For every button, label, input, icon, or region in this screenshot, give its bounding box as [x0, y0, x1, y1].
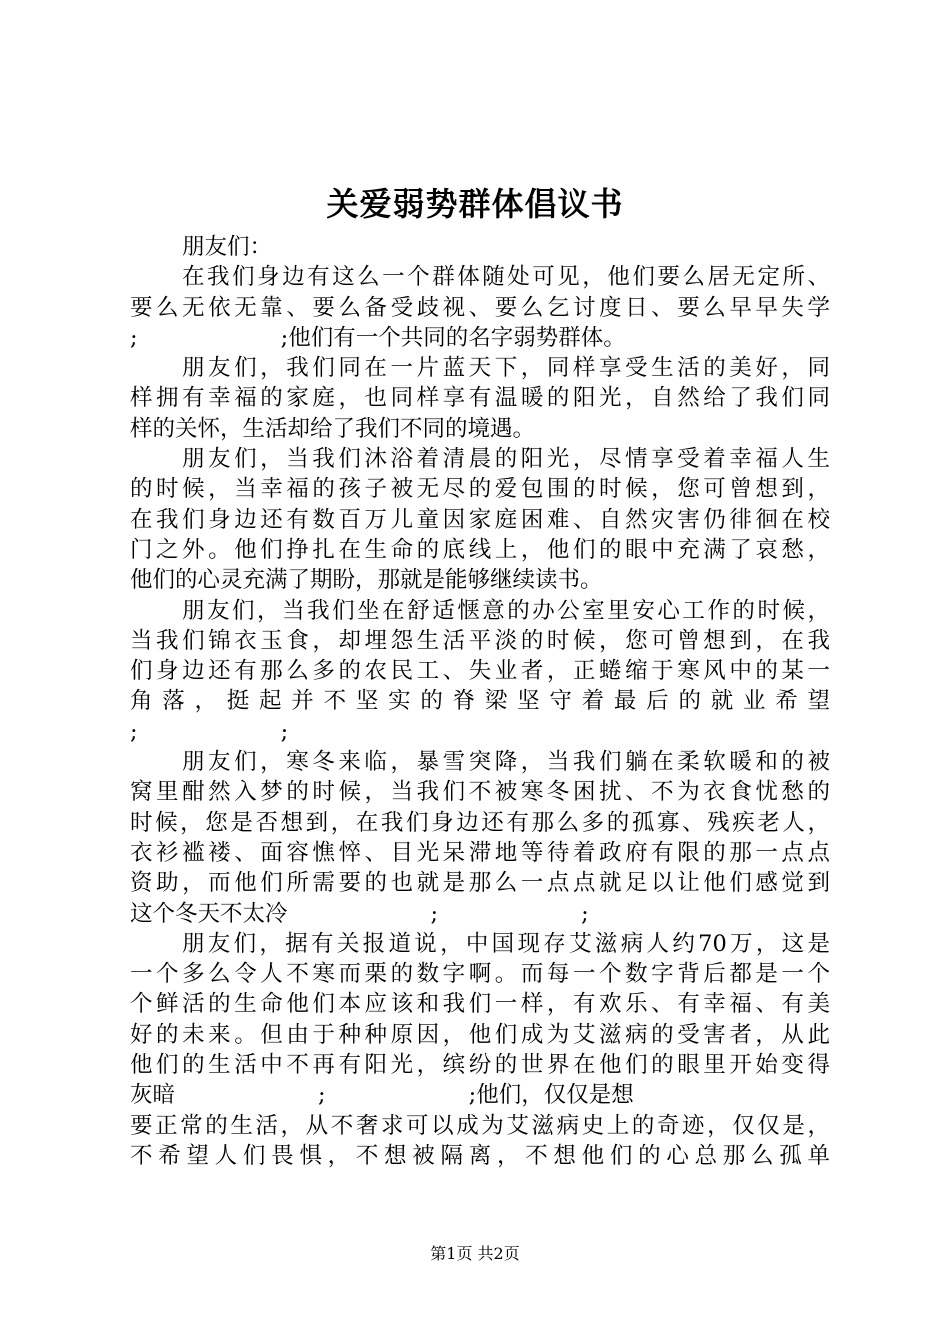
document-title: 关爱弱势群体倡议书: [326, 185, 624, 223]
text-line: 们身边还有那么多的农民工、失业者，正蜷缩于寒风中的某一: [130, 658, 830, 685]
text-line: 不希望人们畏惧，不想被隔离，不想他们的心总那么孤单: [130, 1142, 830, 1169]
text-line: 朋友们，寒冬来临，暴雪突降，当我们躺在柔软暖和的被: [182, 749, 830, 776]
page-footer: 第1页 共2页: [430, 1244, 520, 1263]
text-line: 的时候，当幸福的孩子被无尽的爱包围的时候，您可曾想到，: [130, 476, 830, 503]
text-line: 当我们锦衣玉食，却埋怨生活平淡的时候，您可曾想到，在我: [130, 627, 830, 654]
text-line: 在我们身边还有数百万儿童因家庭困难、自然灾害仍徘徊在校: [130, 506, 830, 533]
text-line: 样的关怀，生活却给了我们不同的境遇。: [130, 415, 536, 442]
text-line: 朋友们，据有关报道说，中国现存艾滋病人约70万，这是: [182, 930, 830, 957]
text-line: 一个多么令人不寒而栗的数字啊。而每一个数字背后都是一个: [130, 961, 830, 988]
text-line: 资助，而他们所需要的也就是那么一点点就足以让他们感觉到: [130, 870, 830, 897]
text-line: 衣衫褴褛、面容憔悴、目光呆滞地等待着政府有限的那一点点: [130, 839, 830, 866]
text-line: 要正常的生活，从不奢求可以成为艾滋病史上的奇迹，仅仅是，: [130, 1112, 830, 1139]
text-line: 在我们身边有这么一个群体随处可见，他们要么居无定所、: [182, 264, 830, 291]
text-line: 朋友们，当我们沐浴着清晨的阳光，尽情享受着幸福人生: [182, 446, 830, 473]
text-line: 朋友们，当我们坐在舒适惬意的办公室里安心工作的时候，: [182, 597, 830, 624]
document-body: [130, 232, 830, 1171]
text-line: 朋友们，我们同在一片蓝天下，同样享受生活的美好，同: [182, 355, 830, 382]
text-line: 时候，您是否想到，在我们身边还有那么多的孤寡、残疾老人，: [130, 809, 830, 836]
text-line: 窝里酣然入梦的时候，当我们不被寒冬困扰、不为衣食忧愁的: [130, 779, 830, 806]
text-line: 朋友们：: [182, 234, 273, 260]
text-line: ; ;: [130, 718, 289, 745]
text-line: 灰暗 ; ;他们，仅仅是想: [130, 1082, 634, 1109]
text-line: ; ;他们有一个共同的名字弱势群体。: [130, 324, 626, 351]
text-line: 角落，挺起并不坚实的脊梁坚守着最后的就业希望: [130, 688, 830, 715]
text-line: 他们的心灵充满了期盼，那就是能够继续读书。: [130, 567, 603, 594]
text-line: 个鲜活的生命他们本应该和我们一样，有欢乐、有幸福、有美: [130, 991, 830, 1018]
text-line: 要么无依无靠、要么备受歧视、要么乞讨度日、要么早早失学: [130, 294, 830, 321]
text-line: 他们的生活中不再有阳光，缤纷的世界在他们的眼里开始变得: [130, 1052, 830, 1079]
text-line: 门之外。他们挣扎在生命的底线上，他们的眼中充满了哀愁，: [130, 536, 830, 563]
text-line: 这个冬天不太冷 ; ;: [130, 900, 589, 927]
text-line: 样拥有幸福的家庭，也同样享有温暖的阳光，自然给了我们同: [130, 385, 830, 412]
text-line: 好的未来。但由于种种原因，他们成为艾滋病的受害者，从此: [130, 1021, 830, 1048]
